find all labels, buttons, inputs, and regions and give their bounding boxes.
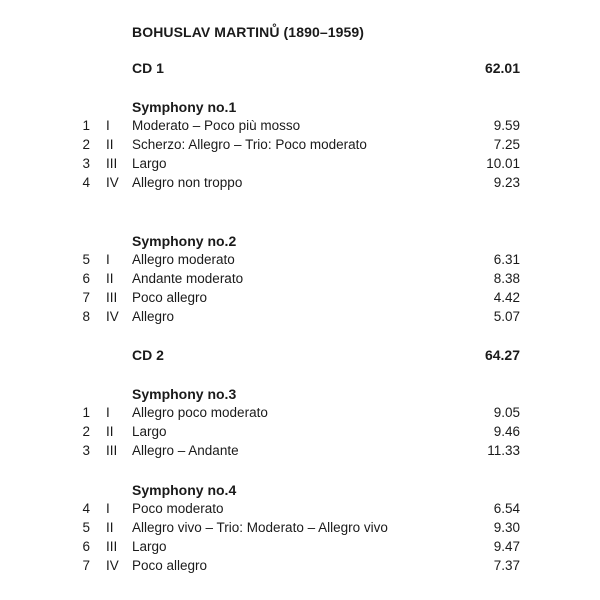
movement-number: IV [106, 558, 119, 573]
cd-label: CD 1 [132, 60, 164, 76]
track-duration: 4.42 [493, 290, 520, 305]
track-number: 2 [82, 424, 90, 439]
movement-number: I [106, 405, 110, 420]
track-duration: 9.59 [493, 118, 520, 133]
movement-number: III [106, 443, 118, 458]
movement-number: II [106, 271, 114, 286]
track-title: Scherzo: Allegro – Trio: Poco moderato [132, 137, 367, 152]
track-row [0, 441, 600, 461]
work-title: Symphony no.1 [132, 99, 237, 115]
track-duration: 7.37 [493, 558, 520, 573]
track-row [0, 556, 600, 576]
cd-total-time: 64.27 [484, 347, 520, 363]
track-title: Allegro – Andante [132, 443, 239, 458]
track-row [0, 173, 600, 193]
track-row [0, 307, 600, 327]
work-title: Symphony no.3 [132, 386, 237, 402]
track-duration: 9.46 [493, 424, 520, 439]
track-number: 4 [82, 501, 90, 516]
track-duration: 9.23 [493, 175, 520, 190]
track-number: 1 [82, 118, 90, 133]
work-title: Symphony no.4 [132, 482, 237, 498]
work-title: Symphony no.2 [132, 233, 237, 249]
track-number: 3 [82, 443, 90, 458]
track-title: Allegro [132, 309, 175, 324]
track-title: Allegro poco moderato [132, 405, 268, 420]
track-duration: 8.38 [493, 271, 520, 286]
track-number: 5 [82, 252, 90, 267]
track-duration: 9.30 [493, 520, 520, 535]
movement-number: IV [106, 309, 119, 324]
track-row [0, 288, 600, 308]
track-number: 6 [82, 539, 90, 554]
track-number: 1 [82, 405, 90, 420]
track-row [0, 135, 600, 155]
movement-number: III [106, 290, 118, 305]
track-title: Poco moderato [132, 501, 224, 516]
track-number: 6 [82, 271, 90, 286]
track-title: Allegro non troppo [132, 175, 243, 190]
track-duration: 9.47 [493, 539, 520, 554]
movement-number: II [106, 137, 114, 152]
movement-number: IV [106, 175, 119, 190]
track-row [0, 154, 600, 174]
cd-label: CD 2 [132, 347, 164, 363]
composer-heading: BOHUSLAV MARTINŮ (1890–1959) [132, 24, 365, 40]
track-row [0, 250, 600, 270]
track-duration: 6.54 [493, 501, 520, 516]
track-title: Moderato – Poco più mosso [132, 118, 301, 133]
track-number: 7 [82, 558, 90, 573]
track-row [0, 269, 600, 289]
movement-number: III [106, 156, 118, 171]
movement-number: I [106, 252, 110, 267]
movement-number: I [106, 118, 110, 133]
track-duration: 6.31 [493, 252, 520, 267]
track-number: 3 [82, 156, 90, 171]
track-duration: 10.01 [486, 156, 520, 171]
movement-number: II [106, 424, 114, 439]
movement-number: I [106, 501, 110, 516]
track-title: Andante moderato [132, 271, 244, 286]
track-duration: 5.07 [493, 309, 520, 324]
track-number: 5 [82, 520, 90, 535]
track-title: Largo [132, 424, 167, 439]
track-duration: 9.05 [493, 405, 520, 420]
track-row [0, 499, 600, 519]
track-title: Allegro moderato [132, 252, 235, 267]
track-title: Largo [132, 156, 167, 171]
track-title: Poco allegro [132, 290, 208, 305]
cd-total-time: 62.01 [484, 60, 520, 76]
track-number: 4 [82, 175, 90, 190]
track-title: Poco allegro [132, 558, 208, 573]
track-number: 8 [82, 309, 90, 324]
track-title: Allegro vivo – Trio: Moderato – Allegro vivo [132, 520, 388, 535]
track-duration: 11.33 [487, 443, 520, 458]
track-number: 2 [82, 137, 90, 152]
track-title: Largo [132, 539, 167, 554]
track-row [0, 403, 600, 423]
track-number: 7 [82, 290, 90, 305]
track-duration: 7.25 [493, 137, 520, 152]
track-row [0, 537, 600, 557]
movement-number: III [106, 539, 118, 554]
movement-number: II [106, 520, 114, 535]
track-row [0, 116, 600, 136]
track-row [0, 422, 600, 442]
track-row [0, 518, 600, 538]
